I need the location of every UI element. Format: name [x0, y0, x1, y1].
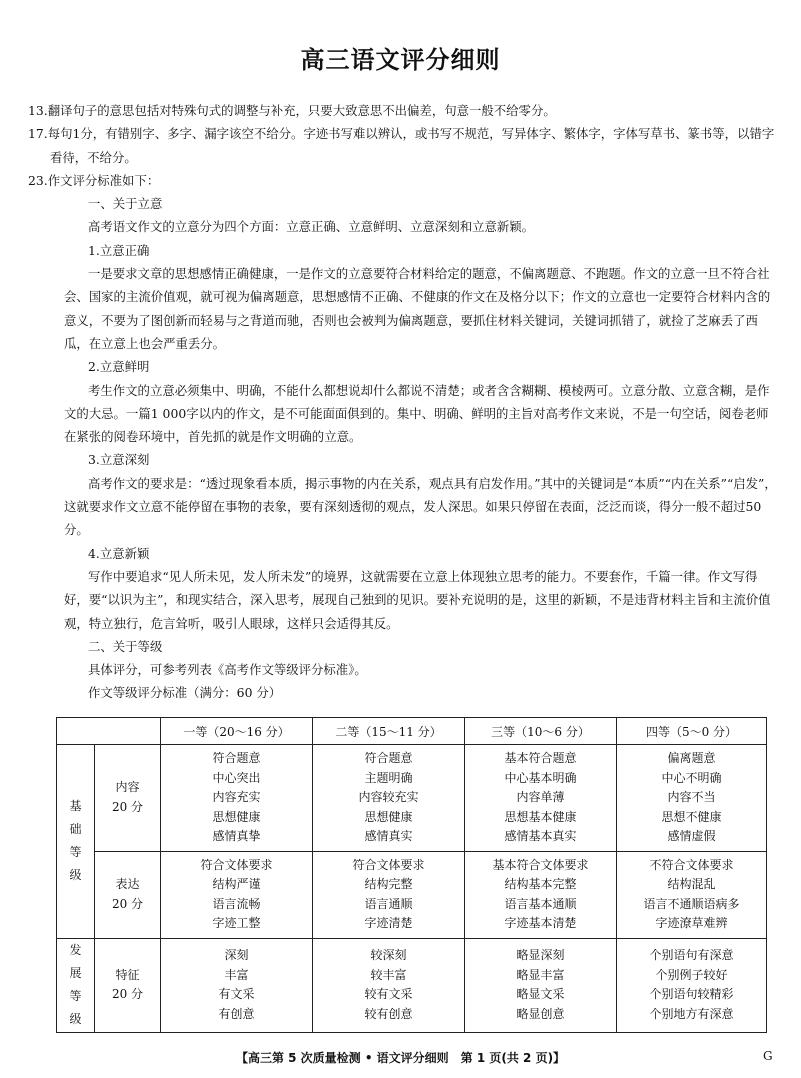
cell-line: 中心基本明确: [504, 770, 577, 785]
cell-line: 符合题意: [364, 751, 413, 765]
cell-line: 个别地方有深意: [649, 1006, 734, 1021]
table-row-content: [57, 745, 767, 852]
cell-line: 结构基本完整: [504, 877, 577, 891]
paragraph: 一、关于立意: [88, 196, 163, 212]
row-label-expression: [95, 851, 161, 938]
paragraph: 高考作文的要求是：“透过现象看本质，揭示事物的内在关系，观点具有启发作用。”其中的关键词是“本质”“内在关系”“启发”，这就要求作文立意不能停留在事物的表象，要有深刻透彻的观点，发人深思。如果只停留在表面，泛泛而谈，得分一般不超过50分。: [64, 475, 777, 538]
version-mark: G: [763, 1049, 773, 1063]
cell-line: 深刻: [224, 948, 249, 962]
cell-line: 语言流畅: [212, 896, 261, 911]
table-cell: [313, 851, 465, 938]
paragraph: 具体评分，可参考列表《高考作文等级评分标准》。: [88, 662, 367, 678]
table-cell: [617, 745, 767, 852]
paragraph: 二、关于等级: [88, 638, 163, 654]
group-dev-label: [57, 938, 95, 1032]
cell-line: 结构混乱: [667, 877, 716, 891]
paragraph: 23.作文评分标准如下：: [28, 172, 160, 188]
cell-line: 表达: [115, 877, 140, 891]
header-second: 二等（15～11 分）: [313, 718, 465, 745]
cell-line: 思想健康: [212, 809, 261, 824]
cell-line: 较丰富: [370, 967, 407, 982]
cell-line: 基本符合文体要求: [492, 857, 589, 872]
cell-line: 较有文采: [364, 987, 413, 1001]
table-row-expression: [57, 851, 767, 938]
cell-line: 思想基本健康: [504, 809, 577, 824]
table-cell: [161, 745, 313, 852]
table-header-row: [57, 718, 767, 745]
cell-line: 20 分: [111, 799, 144, 814]
cell-line: 中心不明确: [661, 770, 722, 785]
paragraph: 高考语文作文的立意分为四个方面：立意正确、立意鲜明、立意深刻和立意新颖。: [88, 219, 535, 235]
cell-line: 感情真实: [364, 829, 413, 843]
paragraph: 3.立意深刻: [88, 452, 150, 468]
cell-line: 符合题意: [212, 751, 261, 765]
group-basic-label: [57, 745, 95, 939]
cell-line: 中心突出: [212, 770, 261, 785]
table-cell: [161, 851, 313, 938]
grading-table: [56, 717, 767, 1033]
cell-line: 略显深刻: [516, 948, 565, 962]
cell-line: 语言不通顺语病多: [643, 896, 740, 911]
cell-line: 思想健康: [364, 809, 413, 824]
cell-line: 略显丰富: [516, 967, 565, 982]
group-char: 等: [69, 989, 82, 1003]
cell-line: 感情真挚: [212, 829, 261, 843]
group-char: 级: [69, 868, 82, 883]
group-char: 展: [69, 966, 82, 980]
cell-line: 内容: [115, 780, 140, 795]
cell-line: 略显文采: [516, 987, 565, 1001]
cell-line: 内容不当: [667, 790, 716, 804]
header-first: 一等（20～16 分）: [161, 718, 313, 745]
cell-line: 20 分: [111, 896, 144, 911]
cell-line: 符合文体要求: [352, 857, 425, 872]
paragraph: 1.立意正确: [88, 242, 150, 258]
cell-line: 较有创意: [364, 1006, 413, 1021]
cell-line: 结构严谨: [212, 877, 261, 891]
paragraph: 4.立意新颖: [88, 545, 150, 561]
table-cell: [161, 938, 313, 1032]
group-char: 发: [69, 943, 82, 957]
cell-line: 字迹清楚: [364, 916, 413, 930]
paragraph: 写作中要追求“见人所未见，发人所未发”的境界，这就需要在立意上体现独立思考的能力。不要套作，千篇一律。作文写得好，要“以识为主”，和现实结合，深入思考，展现自己独到的见识。要补充说明的是，这里的新颖，不是违背材料主旨和主流价值观，特立独行，危言耸听，吸引人眼球，这样只会适得其反。: [64, 568, 771, 631]
cell-line: 结构完整: [364, 877, 413, 891]
cell-line: 字迹潦草难辨: [655, 916, 728, 930]
cell-line: 字迹基本清楚: [504, 916, 577, 930]
cell-line: 符合文体要求: [200, 857, 273, 872]
table-cell: [465, 851, 617, 938]
cell-line: 字迹工整: [212, 916, 261, 930]
cell-line: 主题明确: [364, 770, 413, 785]
cell-line: 语言基本通顺: [504, 896, 577, 911]
cell-line: 丰富: [224, 967, 249, 982]
paragraph: 一是要求文章的思想感情正确健康，一是作文的立意要符合材料给定的题意，不偏离题意、不跑题。作文的立意一旦不符合社会、国家的主流价值观，就可视为偏离题意，思想感情不正确、不健康的作文在及格分以下；作文的立意也一定要符合材料内含的意义，不要为了图创新而轻易与之背道而驰，否则也会被判为偏离题意，要抓住材料关键词，关键词抓错了，就捡了芝麻丢了西瓜，在立意上也会严重丢分。: [64, 266, 771, 351]
group-char: 基: [69, 799, 82, 814]
cell-line: 内容较充实: [358, 790, 419, 804]
table-cell: [465, 938, 617, 1032]
cell-line: 20 分: [111, 987, 144, 1001]
group-char: 础: [69, 822, 82, 837]
cell-line: 感情虚假: [667, 829, 716, 843]
cell-line: 略显创意: [516, 1006, 565, 1021]
cell-line: 基本符合题意: [504, 751, 577, 765]
row-label-content: [95, 745, 161, 852]
cell-line: 语言通顺: [364, 896, 413, 911]
page-title: 高三语文评分细则: [300, 46, 501, 74]
cell-line: 有创意: [218, 1006, 255, 1021]
cell-line: 不符合文体要求: [649, 857, 734, 872]
group-char: 级: [69, 1012, 82, 1026]
group-char: 等: [69, 845, 82, 860]
cell-line: 个别例子较好: [655, 967, 728, 982]
page-footer: 【高三第 5 次质量检测 • 语文评分细则 第 1 页(共 2 页)】: [235, 1051, 566, 1065]
cell-line: 内容充实: [212, 790, 261, 804]
cell-line: 思想不健康: [661, 809, 722, 824]
paragraph: 17.每句1分，有错别字、多字、漏字该空不给分。字迹书写难以辨认，或书写不规范，写异体字、繁体字，字体写草书、篆书等，以错字看待，不给分。: [28, 126, 775, 165]
paragraph: 考生作文的立意必须集中、明确，不能什么都想说却什么都说不清楚；或者含含糊糊、模棱两可。立意分散、立意含糊，是作文的大忌。一篇1 000字以内的作文，是不可能面面俱到的。集中、明确、鲜明的主旨对高考作文来说，不是一句空话，阅卷老师在紧张的阅卷环境中，首先抓的就是作文明确的立意。: [64, 382, 770, 445]
cell-line: 较深刻: [370, 948, 407, 962]
cell-line: 个别语句较精彩: [649, 987, 734, 1001]
header-third: 三等（10～6 分）: [465, 718, 617, 745]
table-cell: [313, 745, 465, 852]
table-cell: [313, 938, 465, 1032]
table-cell: [617, 938, 767, 1032]
table-row-feature: [57, 938, 767, 1032]
paragraph: 2.立意鲜明: [88, 359, 150, 375]
cell-line: 特征: [115, 967, 140, 982]
header-fourth: 四等（5～0 分）: [617, 718, 767, 745]
paragraph: 13.翻译句子的意思包括对特殊句式的调整与补充，只要大致意思不出偏差，句意一般不给零分。: [28, 103, 556, 118]
paragraph: 作文等级评分标准（满分：60 分）: [88, 685, 282, 701]
row-label-feature: [95, 938, 161, 1032]
cell-line: 内容单薄: [516, 790, 565, 804]
cell-line: 偏离题意: [667, 751, 716, 765]
table-cell: [617, 851, 767, 938]
cell-line: 个别语句有深意: [649, 948, 734, 962]
cell-line: 有文采: [218, 987, 255, 1001]
document-body: [28, 99, 778, 705]
cell-line: 感情基本真实: [504, 829, 577, 843]
table-cell: [465, 745, 617, 852]
